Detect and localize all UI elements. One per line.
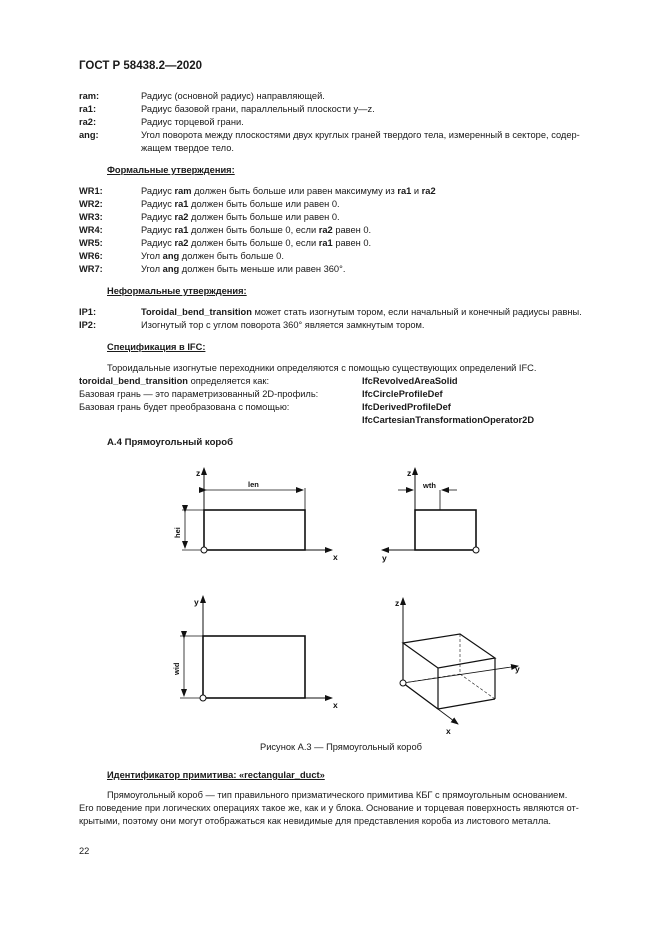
- param-ang: ang: Угол поворота между плоскостями двух круглых граней твердого тела, измеренный в секторе, содер-: [79, 130, 580, 140]
- dim-len-label: len: [248, 480, 259, 489]
- formal-rule-wr2: WR2: Радиус ra1 должен быть больше или равен 0.: [79, 199, 340, 209]
- informal-rules-title: Неформальные утверждения:: [107, 286, 247, 296]
- identifier-para-line-3: крытыми, поэтому они могут отображаться как невидимые для представления короба из листового металла.: [79, 816, 552, 826]
- ifc-entity-derived-profile: IfcDerivedProfileDef: [362, 402, 451, 412]
- axis-y-label-iso: y: [515, 664, 520, 674]
- informal-rule-ip2: IP2: Изогнутый тор с углом поворота 360° является замкнутым тором.: [79, 320, 425, 330]
- document-header: ГОСТ Р 58438.2—2020: [79, 60, 203, 72]
- dim-hei-label: hei: [173, 527, 182, 538]
- ifc-intro: Тороидальные изогнутые переходники определяются с помощью существующих определений IFC.: [107, 363, 537, 373]
- axis-x-label: x: [333, 552, 338, 562]
- formal-rule-wr1: WR1: Радиус ram должен быть больше или равен максимуму из ra1 и ra2: [79, 186, 436, 196]
- informal-rule-ip1: IP1: Toroidal_bend_transition может стать изогнутым тором, если начальный и конечный радиусы равны.: [79, 307, 582, 317]
- axis-z-label-iso: z: [395, 598, 400, 608]
- formal-rule-wr4: WR4: Радиус ra1 должен быть больше 0, если ra2 равен 0.: [79, 225, 372, 235]
- ifc-entity-circle-profile: IfcCircleProfileDef: [362, 389, 443, 399]
- formal-rule-wr6: WR6: Угол ang должен быть больше 0.: [79, 251, 284, 261]
- identifier-title: Идентификатор примитива: «rectangular_duct»: [107, 770, 325, 780]
- formal-rule-wr7: WR7: Угол ang должен быть меньше или равен 360°.: [79, 264, 346, 274]
- param-ra1: ra1: Радиус базовой грани, параллельный плоскости y—z.: [79, 104, 375, 114]
- axis-z-label: z: [196, 468, 201, 478]
- param-ram: ram: Радиус (основной радиус) направляющей.: [79, 91, 325, 101]
- axis-z-label-side: z: [407, 468, 412, 478]
- page-number: 22: [79, 846, 90, 856]
- ifc-entity-revolved: IfcRevolvedAreaSolid: [362, 376, 458, 386]
- axis-x-label-iso: x: [446, 726, 451, 736]
- ifc-line-2: Базовая грань — это параметризованный 2D-профиль:: [79, 389, 319, 399]
- ifc-spec-title: Спецификация в IFC:: [107, 342, 206, 352]
- param-ang-cont: жащем твердое тело.: [141, 143, 234, 153]
- formal-rule-wr3: WR3: Радиус ra2 должен быть больше или равен 0.: [79, 212, 340, 222]
- identifier-para-line-2: Его поведение при логических операциях такое же, как и у блока. Основание и торцевая поверхность являются от-: [79, 803, 579, 813]
- formal-rule-wr5: WR5: Радиус ra2 должен быть больше 0, если ra1 равен 0.: [79, 238, 372, 248]
- section-title: А.4 Прямоугольный короб: [107, 437, 234, 448]
- axis-y-label-side: y: [382, 553, 387, 563]
- axis-x-label-top: x: [333, 700, 338, 710]
- dim-wth-label: wth: [423, 481, 436, 490]
- isometric-view-diagram: [400, 598, 518, 724]
- axis-y-label-top: y: [194, 597, 199, 607]
- param-ra2: ra2: Радиус торцевой грани.: [79, 117, 244, 127]
- identifier-para-line-1: Прямоугольный короб — тип правильного призматического примитива КБГ с прямоугольным основанием.: [107, 790, 568, 800]
- dim-wid-label: wid: [172, 662, 181, 675]
- formal-rules-title: Формальные утверждения:: [107, 165, 235, 175]
- figure-caption: Рисунок А.3 — Прямоугольный короб: [260, 742, 422, 752]
- ifc-entity-transform: IfcCartesianTransformationOperator2D: [362, 415, 535, 425]
- top-view-diagram: [180, 596, 332, 701]
- ifc-line-1: toroidal_bend_transition определяется как:: [79, 376, 270, 386]
- ifc-line-3: Базовая грань будет преобразована с помощью:: [79, 402, 290, 412]
